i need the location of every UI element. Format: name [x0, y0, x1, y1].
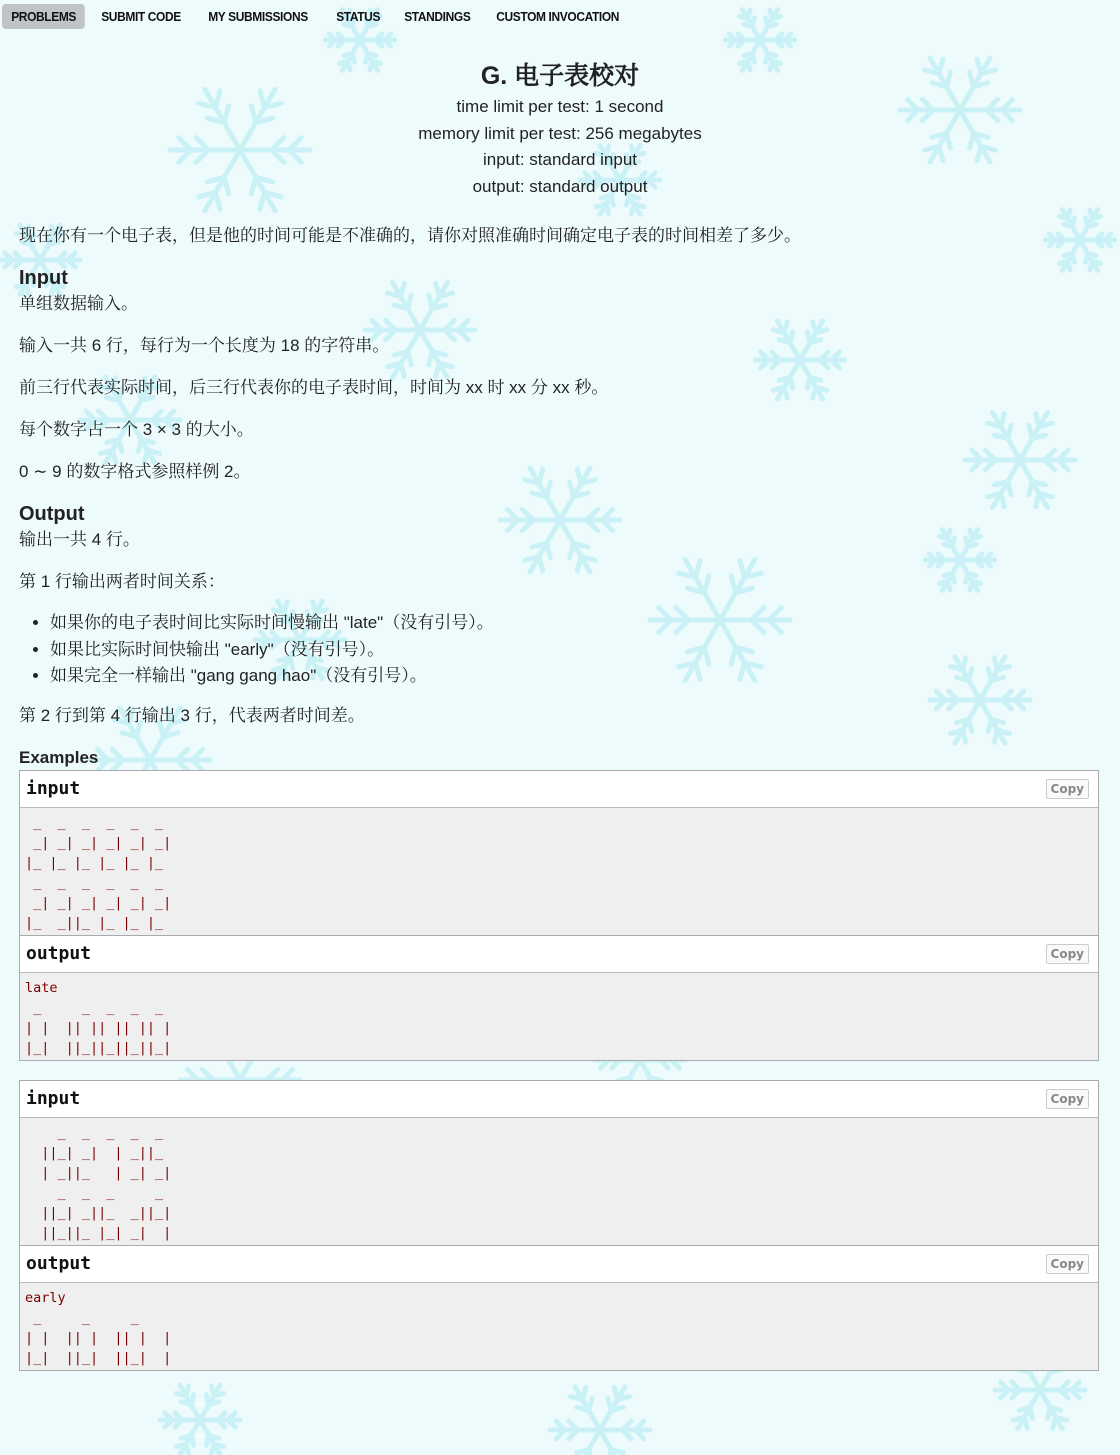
output-paragraph: 输出一共 4 行。 [19, 530, 140, 549]
tab-submit-code[interactable]: SUBMIT CODE [101, 9, 182, 24]
copy-button[interactable]: Copy [1046, 1254, 1089, 1274]
top-navigation [2, 4, 641, 29]
problem-header [0, 58, 1120, 200]
output-section-title: Output [19, 503, 85, 525]
example-2-input [19, 1080, 1099, 1246]
problem-statement [19, 222, 1099, 1371]
input-paragraph: 每个数字占一个 3 × 3 的大小。 [19, 420, 254, 439]
tab-standings[interactable]: STANDINGS [404, 9, 471, 24]
input-paragraph: 单组数据输入。 [19, 294, 138, 313]
time-limit: time limit per test: 1 second [456, 97, 664, 116]
copy-button[interactable]: Copy [1046, 944, 1089, 964]
examples-title: Examples [19, 747, 99, 767]
tab-custom-invocation[interactable]: CUSTOM INVOCATION [496, 9, 620, 24]
example-1-input [19, 770, 1099, 936]
input-paragraph: 0 ∼ 9 的数字格式参照样例 2。 [19, 462, 251, 481]
output-label: output [26, 1253, 92, 1274]
example-2-output [19, 1246, 1099, 1371]
input-paragraph: 输入一共 6 行，每行为一个长度为 18 的字符串。 [19, 336, 390, 355]
example-1-output [19, 936, 1099, 1061]
input-label: input [26, 778, 81, 799]
example-output-text: late _ _ _ _ _ | | || || || || | |_| ||_||_||_||_| [25, 979, 172, 1056]
example-input-text: _ _ _ _ _ _ _| _| _| _| _| _| |_ |_ |_ |_ |_ |_ _ _ _ _ _ _ _| _| _| _| _| _| |_ _||_ |_ |_ |_ [25, 814, 172, 931]
output-rules-list [19, 610, 1099, 690]
tab-problems[interactable]: PROBLEMS [2, 4, 85, 29]
copy-button[interactable]: Copy [1046, 779, 1089, 799]
output-paragraph: 第 2 行到第 4 行输出 3 行，代表两者时间差。 [19, 705, 365, 725]
input-file: input: standard input [482, 150, 638, 169]
tab-status[interactable]: STATUS [336, 9, 381, 24]
input-section-title: Input [19, 267, 68, 289]
tab-my-submissions[interactable]: MY SUBMISSIONS [208, 9, 308, 24]
example-output-text: early _ _ _ | | || | || | | |_| ||_| ||_| | [25, 1289, 172, 1366]
problem-title: G. 电子表校对 [480, 62, 640, 90]
copy-button[interactable]: Copy [1046, 1089, 1089, 1109]
input-paragraph: 前三行代表实际时间，后三行代表你的电子表时间，时间为 xx 时 xx 分 xx 秒。 [19, 378, 609, 397]
statement-text: 现在你有一个电子表，但是他的时间可能是不准确的，请你对照准确时间确定电子表的时间相差了多少。 [19, 226, 801, 245]
list-item: • 如果比实际时间快输出 "early"（没有引号）。 [50, 637, 1099, 664]
memory-limit: memory limit per test: 256 megabytes [418, 123, 702, 143]
output-paragraph: 第 1 行输出两者时间关系： [19, 572, 225, 591]
output-label: output [26, 943, 92, 964]
list-item: • 如果完全一样输出 "gang gang hao"（没有引号）。 [50, 663, 1099, 690]
output-file: output: standard output [472, 176, 648, 196]
list-item: • 如果你的电子表时间比实际时间慢输出 "late"（没有引号）。 [50, 610, 1099, 637]
example-input-text: _ _ _ _ _ ||_| _| | _||_ | _||_ | _| _| _ _ _ _ ||_| _||_ _||_| ||_||_ |_| _| | [41, 1124, 172, 1241]
snowflake-shape [550, 1387, 650, 1455]
snowflake-shape [160, 1385, 240, 1454]
input-label: input [26, 1088, 81, 1109]
